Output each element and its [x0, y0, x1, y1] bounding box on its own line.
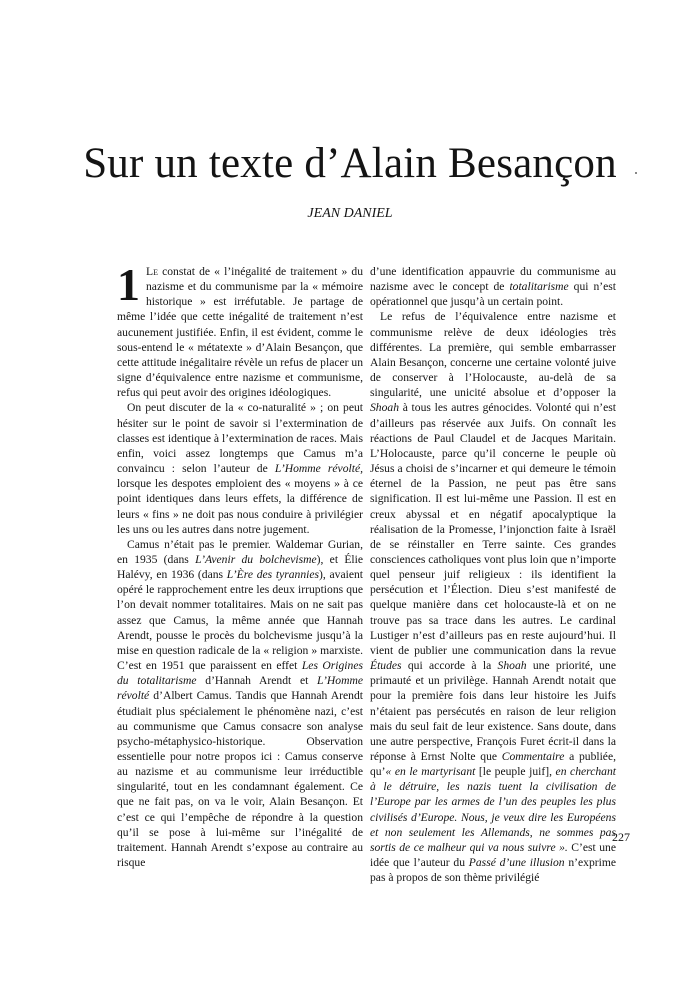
paragraph-text: Le refus de l’équivalence entre nazisme et communisme relève de deux idéologies très différentes. La première, qui semble embarrasser Alain Besançon, concerne une certaine volonté juive de conserver à l’Holocauste, au-delà de sa singularité, une unicité absolue et d’opposer la — [370, 310, 616, 400]
paragraph-3 — [117, 537, 363, 870]
text-column-right — [370, 264, 617, 885]
paragraph-2 — [117, 400, 363, 536]
book-title: L’Homme révolté — [117, 674, 363, 703]
paragraph-text: a publiée, qu’ — [370, 750, 616, 779]
paragraph-text: constat de « l’inégalité de traitement » du nazisme et du communisme par la « mémoire historique » est irréfutable. Je partage de même l’idée que cette inégalité de traitement n’est aucunement justifiée. Enfin, il est évident, comme le sous-entend le « métatexte » d’Alain Besançon, que cette attitude inégalitaire révèle un refus de placer un signe d’équivalence entre nazisme et communisme, refus qui peut avoir des origines idéologiques. — [117, 265, 363, 400]
paragraph-text: C’est une idée que l’auteur du — [370, 840, 616, 870]
paragraph-1 — [117, 259, 363, 400]
emphasis-term: totalitarisme — [509, 280, 569, 294]
journal-title: Études — [370, 659, 402, 673]
paragraph-text: d’Hannah Arendt et — [196, 674, 318, 688]
quotation: « en le martyrisant — [385, 765, 476, 779]
paragraph-continued — [370, 264, 616, 309]
page-number: 227 — [612, 830, 630, 844]
margin-mark — [635, 172, 637, 174]
emphasis-term: Shoah — [497, 659, 527, 673]
book-title: Passé d’une illusion — [468, 856, 565, 870]
paragraph-4 — [370, 309, 616, 885]
book-title: L’Ère des tyrannies — [226, 568, 320, 582]
drop-cap-number: 1 — [117, 259, 140, 310]
paragraph-text: qui accorde à la — [401, 659, 498, 673]
paragraph-text: d’Albert Camus. Tandis que Hannah Arendt étudiait plus spécialement le phénomène nazi, c’est au communisme que Camus consacre son analyse psycho-métaphysico-historique. Observation essentielle pour notre propos ici : Camus conserve au nazisme et au communisme leur irréductible singularité, tout en les condamnant également. Ce que ne fait pas, on va le voir, Alain Besançon. Et c’est ce qui l’empêche de répondre à la question qu’il se pose à lui-même sur l’inégalité de traitement. Hannah Arendt s’expose au contraire au risque — [117, 689, 363, 870]
paragraph-text: qui n’est opérationnel que jusqu’à un certain point. — [370, 280, 616, 309]
paragraph-text: une priorité, une primauté et un privilège. Hannah Arendt notait que pour la première fois dans leur histoire les Juifs n’étaient pas persécutés en raison de leur religion mais du seul fait de leur existence. Sans doute, dans une autre perspective, François Furet écrit-il dans la réponse à Ernst Nolte que — [370, 659, 617, 763]
article-title: Sur un texte d’Alain Besançon — [83, 140, 617, 187]
paragraph-text: ), avaient opéré le rapprochement entre les deux irruptions que l’on devait nommer totalitaires. Mais on ne sait pas assez que Camus, la même année que Hannah Arendt, pousse le procès du bolchevisme jusqu’à la mise en question radicale de la « religion » marxiste. C’est en 1951 que paraissent en effet — [117, 568, 363, 673]
emphasis-term: Shoah — [370, 401, 399, 415]
paragraph-text: à tous les autres génocides. Volonté qui n’est d’ailleurs pas réservée aux Juifs. On connaît les réactions de Paul Claudel et de Jacques Maritain. L’Holocauste, parce qu’il concerne le peuple où Jésus a choisi de s’incarner et qui demeure le témoin éternel de la Passion, ne peut pas être sans signification. Il est lui-même une Passion. Il est en creux abyssal et en négatif apocalyptique la réalisation de la Promesse, l’injonction faite à Israël de se réinstaller en Terre sainte. Ces grandes consciences catholiques vont plus loin que n’importe quel penseur juif religieux : ils identifient la persécution et l’Élection. Dieu s’est manifesté de quelque manière dans cet holocauste-là et on ne trouve pas sa trace dans les autres. Le cardinal Lustiger n’est d’ailleurs pas en reste aujourd’hui. Il vient de publier une communication dans la revue — [370, 401, 616, 657]
paragraph-text: Camus n’était pas le premier. Waldemar Gurian, en 1935 (dans — [117, 537, 363, 566]
quotation: en cherchant à le détruire, les nazis tuent la civilisation de l’Europe par les armes de l’un des peuples les plus civilisés d’Europe. Nous, je veux dire les Européens et non seulement les Allemands, ne sommes pas sortis de ce malheur qui va nous suivre ». — [370, 765, 616, 854]
paragraph-text: [le peuple juif], — [475, 765, 556, 779]
book-title: L’Avenir du bolchevisme — [195, 552, 317, 566]
paragraph-text: d’une identification appauvrie du communisme au nazisme avec le concept de — [370, 265, 616, 294]
text-column-left — [117, 259, 363, 870]
article-author: JEAN DANIEL — [307, 206, 393, 221]
lead-word: Le — [146, 265, 158, 278]
journal-title: Commentaire — [501, 750, 565, 763]
book-title: Les Origines du totalitarisme — [117, 659, 363, 688]
paragraph-text: n’exprime pas à propos de son thème privilégié — [370, 856, 616, 885]
paragraph-text: lorsque les despotes emploient des « moyens » à ce point identiques dans leurs effets, la différence de leurs « fins » ne doit pas nous conduire à privilégier les uns ou les autres dans notre jugement. — [117, 477, 363, 536]
paragraph-text: On peut discuter de la « co-naturalité » ; on peut hésiter sur le point de savoir si l’extermination de classes est identique à l’extermination de races. Mais enfin, voici assez longtemps que Camus m’a convaincu : selon l’auteur de — [117, 401, 363, 476]
book-title: L’Homme révolté, — [274, 462, 363, 476]
paragraph-text: ), et Élie Halévy, en 1936 (dans — [117, 552, 363, 582]
